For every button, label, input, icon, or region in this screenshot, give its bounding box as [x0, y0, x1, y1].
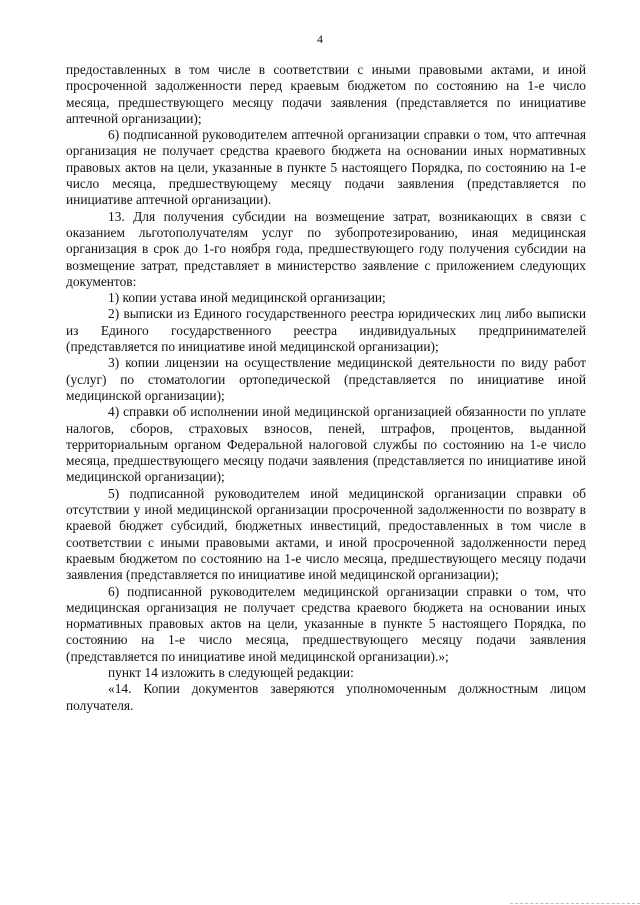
paragraph: «14. Копии документов заверяются уполномоченным должностным лицом получателя.: [66, 681, 586, 713]
list-item: 2) выписки из Единого государственного реестра юридических лиц либо выписки из Единого государственного реестра индивидуальных предпринимателей (представляется по инициативе иной медицинской организации);: [66, 306, 586, 355]
page-number: 4: [317, 32, 323, 46]
list-item: 3) копии лицензии на осуществление медицинской деятельности по виду работ (услуг) по стоматологии ортопедической (представляется по инициативе иной медицинской организации);: [66, 355, 586, 403]
paragraph: предоставленных в том числе в соответствии с иными правовыми актами, и иной просроченной задолженности перед краевым бюджетом по состоянию на 1-е число месяца, предшествующего месяцу подачи заявления (представляется по инициативе аптечной организации);: [66, 62, 586, 126]
list-item: 1) копии устава иной медицинской организации;: [108, 290, 386, 306]
paragraph: 6) подписанной руководителем аптечной организации справки о том, что аптечная организация не получает средства краевого бюджета на основании иных нормативных правовых актов на цели, указанные в пункте 5 настоящего Порядка, по состоянию на 1-е число месяца, предшествующему месяцу подачи заявления (представляется по инициативе аптечной организации).: [66, 127, 586, 208]
document-body: [66, 62, 586, 714]
list-item: 5) подписанной руководителем иной медицинской организации справки об отсутствии у иной медицинской организации просроченной задолженности по возврату в краевой бюджет субсидий, бюджетных инвестиций, предоставленных в том числе в соответствии с иными правовыми актами, и иной просроченной задолженности перед краевым бюджетом по состоянию на 1-е число месяца, предшествующего месяцу подачи заявления (представляется по инициативе иной медицинской организации);: [66, 485, 586, 583]
list-item: 4) справки об исполнении иной медицинской организацией обязанности по уплате налогов, сборов, страховых взносов, пеней, штрафов, процентов, выданной территориальным органом Федеральной налоговой службы по состоянию на 1-е число месяца, предшествующего месяцу подачи заявления (представляется по инициативе иной медицинской организации);: [66, 404, 586, 485]
paragraph: 13. Для получения субсидии на возмещение затрат, возникающих в связи с оказанием льготополучателям услуг по зубопротезированию, иная медицинская организация в срок до 1-го ноября года, предшествующего году получения субсидии на возмещение затрат, представляет в министерство заявление с приложением следующих документов:: [66, 208, 586, 289]
paragraph: пункт 14 изложить в следующей редакции:: [108, 664, 354, 680]
list-item: 6) подписанной руководителем медицинской организации справки о том, что медицинская организация не получает средства краевого бюджета на основании иных нормативных правовых актов на цели, указанные в пункте 5 настоящего Порядка, по состоянию на 1-е число месяца, предшествующего месяцу подачи заявления (представляется по инициативе иной медицинской организации).»;: [66, 583, 586, 664]
